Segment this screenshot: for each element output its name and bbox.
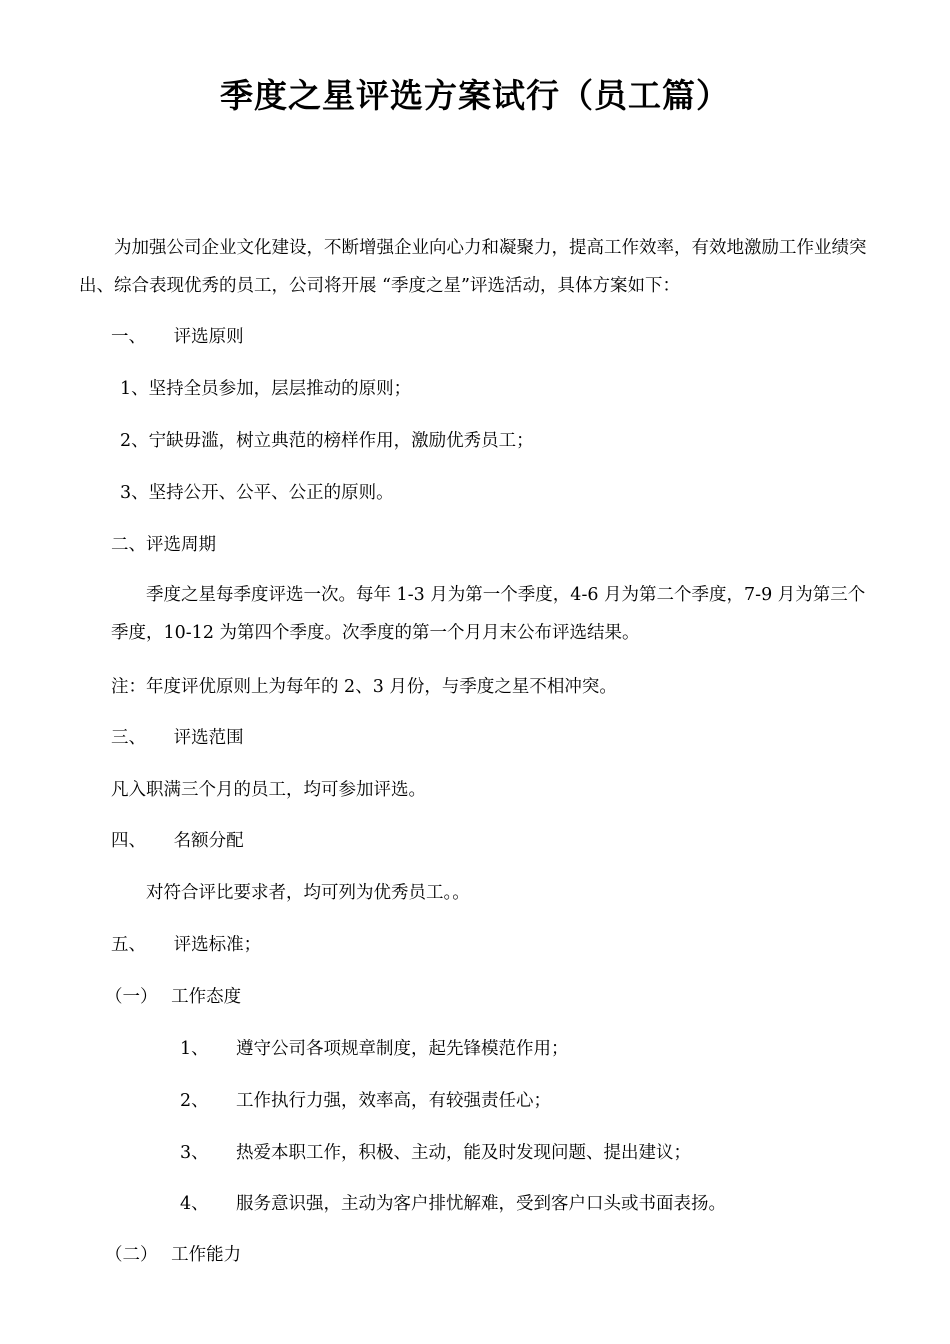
section-4-heading [111, 829, 244, 853]
item-number: 3、 [180, 1143, 209, 1163]
subsection-1-heading [105, 985, 241, 1009]
section-3-text: 凡入职满三个月的员工，均可参加评选。 [111, 780, 426, 800]
subsection-2-heading [105, 1243, 241, 1267]
list-item [180, 1141, 691, 1165]
section-title: 评选原则 [173, 327, 244, 347]
item-number: 4、 [180, 1194, 209, 1214]
section-title: 评选标准； [173, 935, 262, 955]
section-5-heading [111, 933, 261, 957]
page-title: 季度之星评选方案试行（员工篇） [220, 76, 730, 115]
subsection-number: （二） [105, 1245, 158, 1265]
note-text: 注：年度评优原则上为每年的 2、3 月份，与季度之星不相冲突。 [111, 677, 617, 697]
section-title: 评选范围 [173, 728, 244, 748]
list-item [180, 1192, 726, 1216]
item-text: 遵守公司各项规章制度，起先锋模范作用； [236, 1039, 569, 1059]
list-item: 2、宁缺毋滥，树立典范的榜样作用，激励优秀员工； [120, 431, 534, 451]
item-text: 服务意识强，主动为客户排忧解难，受到客户口头或书面表扬。 [236, 1194, 726, 1214]
list-item: 1、坚持全员参加，层层推动的原则； [120, 379, 412, 399]
item-text: 工作执行力强，效率高，有较强责任心； [236, 1091, 551, 1111]
subsection-title: 工作能力 [171, 1245, 242, 1265]
list-item [180, 1089, 551, 1113]
section-number: 四、 [111, 831, 146, 851]
list-item: 3、坚持公开、公平、公正的原则。 [120, 483, 394, 503]
section-number: 五、 [111, 935, 146, 955]
subsection-title: 工作态度 [171, 987, 242, 1007]
section-2-paragraph: 季度之星每季度评选一次。每年 1-3 月为第一个季度，4-6 月为第二个季度，7-9 月为第三个季度，10-12 为第四个季度。次季度的第一个月月末公布评选结果。 [111, 585, 866, 643]
section-2-heading: 二、评选周期 [111, 535, 216, 555]
subsection-number: （一） [105, 987, 158, 1007]
intro-paragraph: 为加强公司企业文化建设，不断增强企业向心力和凝聚力，提高工作效率，有效地激励工作业绩突出、综合表现优秀的员工，公司将开展 “季度之星”评选活动，具体方案如下： [79, 238, 867, 296]
list-item [180, 1037, 569, 1061]
section-title: 名额分配 [173, 831, 244, 851]
item-number: 2、 [180, 1091, 209, 1111]
item-text: 热爱本职工作，积极、主动，能及时发现问题、提出建议； [236, 1143, 691, 1163]
section-1-heading [111, 325, 244, 349]
section-number: 三、 [111, 728, 146, 748]
section-4-text: 对符合评比要求者，均可列为优秀员工。。 [146, 883, 470, 903]
item-number: 1、 [180, 1039, 209, 1059]
section-number: 一、 [111, 327, 146, 347]
section-3-heading [111, 726, 244, 750]
